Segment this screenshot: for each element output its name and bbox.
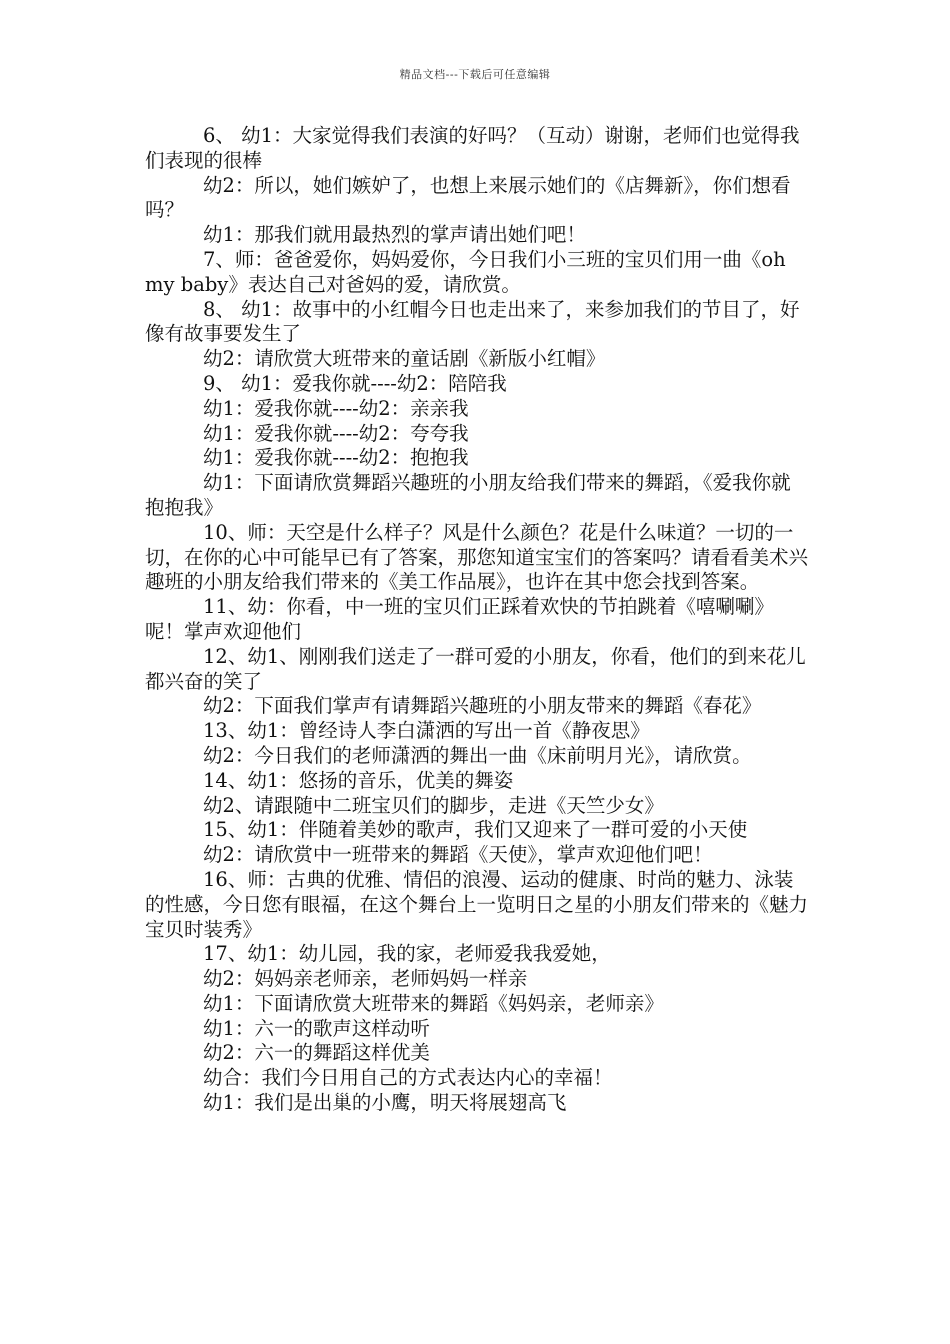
- paragraph: 幼2、请跟随中二班宝贝们的脚步，走进《天竺少女》: [203, 793, 664, 817]
- paragraph: 11、幼：你看，中一班的宝贝们正踩着欢快的节拍跳着《嘻唰唰》呢！掌声欢迎他们: [145, 595, 774, 643]
- paragraph: 幼2：妈妈亲老师亲，老师妈妈一样亲: [203, 967, 528, 991]
- paragraph: 幼1：爱我你就----幼2：抱抱我: [203, 446, 469, 470]
- document-body: [145, 124, 810, 1116]
- paragraph: 9、 幼1：爱我你就----幼2：陪陪我: [203, 371, 507, 395]
- paragraph: 7、师：爸爸爱你，妈妈爱你，今日我们小三班的宝贝们用一曲《oh my baby》表达自己对爸妈的爱，请欣赏。: [145, 247, 786, 296]
- paragraph: 幼1：下面请欣赏大班带来的舞蹈《妈妈亲，老师亲》: [203, 991, 664, 1015]
- paragraph: 幼1：爱我你就----幼2：亲亲我: [203, 396, 469, 420]
- page-header: 精品文档---下载后可任意编辑: [399, 68, 551, 81]
- paragraph: 16、师：古典的优雅、情侣的浪漫、运动的健康、时尚的魅力、泳装的性感，今日您有眼福，在这个舞台上一览明日之星的小朋友们带来的《魅力宝贝时装秀》: [145, 867, 809, 941]
- paragraph: 14、幼1：悠扬的音乐，优美的舞姿: [203, 768, 514, 792]
- paragraph: 13、幼1：曾经诗人李白潇洒的写出一首《静夜思》: [203, 719, 650, 743]
- paragraph: 幼1：那我们就用最热烈的掌声请出她们吧！: [203, 223, 586, 247]
- paragraph: 幼1：下面请欣赏舞蹈兴趣班的小朋友给我们带来的舞蹈，《爱我你就抱抱我》: [145, 471, 791, 519]
- paragraph: 幼2：请欣赏中一班带来的舞蹈《天使》，掌声欢迎他们吧！: [203, 843, 713, 867]
- paragraph: 10、师：天空是什么样子？风是什么颜色？花是什么味道？一切的一切，在你的心中可能早已有了答案，那您知道宝宝们的答案吗？请看看美术兴趣班的小朋友给我们带来的《美工作品展》，也许在其中您会找到答案。: [145, 520, 809, 594]
- paragraph: 12、幼1、刚刚我们送走了一群可爱的小朋友，你看，他们的到来花儿都兴奋的笑了: [145, 644, 806, 693]
- paragraph: 幼2：下面我们掌声有请舞蹈兴趣班的小朋友带来的舞蹈《春花》: [203, 694, 762, 718]
- paragraph: 6、 幼1：大家觉得我们表演的好吗？（互动）谢谢，老师们也觉得我们表现的很棒: [145, 124, 800, 172]
- paragraph: 幼1：我们是出巢的小鹰，明天将展翅高飞: [203, 1091, 567, 1115]
- paragraph: 幼1：六一的歌声这样动听: [203, 1016, 430, 1040]
- paragraph: 17、幼1：幼儿园，我的家，老师爱我我爱她，: [203, 942, 611, 966]
- paragraph: 幼1：爱我你就----幼2：夸夸我: [203, 421, 469, 445]
- paragraph: 8、 幼1：故事中的小红帽今日也走出来了，来参加我们的节目了，好像有故事要发生了: [145, 297, 800, 346]
- paragraph: 幼2：请欣赏大班带来的童话剧《新版小红帽》: [203, 347, 606, 371]
- paragraph: 幼2：所以，她们嫉妒了，也想上来展示她们的《店舞新》，你们想看吗？: [145, 173, 791, 222]
- paragraph: 幼合：我们今日用自己的方式表达内心的幸福！: [203, 1066, 613, 1090]
- paragraph: 幼2：今日我们的老师潇洒的舞出一曲《床前明月光》，请欣赏。: [203, 743, 752, 767]
- paragraph: 幼2：六一的舞蹈这样优美: [203, 1041, 430, 1065]
- paragraph: 15、幼1：伴随着美妙的歌声，我们又迎来了一群可爱的小天使: [203, 818, 748, 842]
